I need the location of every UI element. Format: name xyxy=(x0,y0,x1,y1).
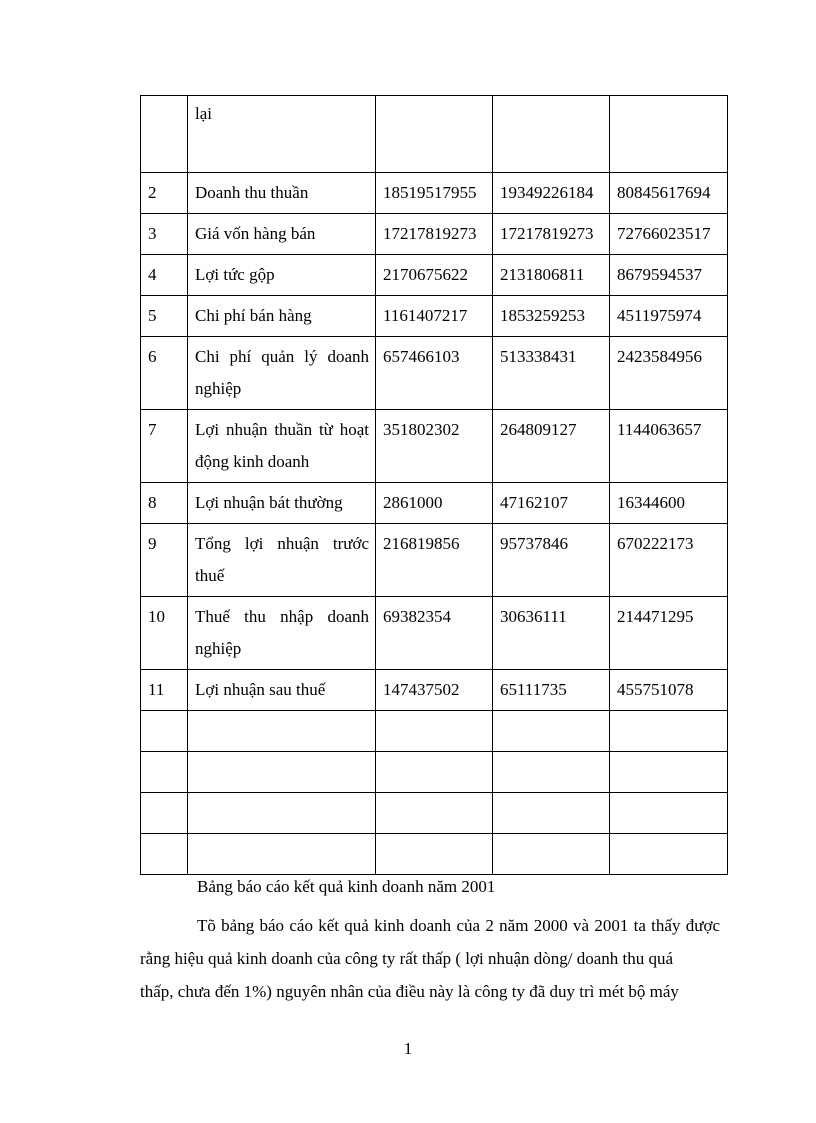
table-row xyxy=(141,296,728,337)
item-cell: lại xyxy=(188,96,376,173)
value-cell: 214471295 xyxy=(610,597,728,670)
table-row xyxy=(141,410,728,483)
value-cell xyxy=(610,96,728,173)
value-cell: 17217819273 xyxy=(376,214,493,255)
empty-cell xyxy=(493,793,610,834)
paragraph-last-line: thấp, chưa đến 1%) nguyên nhân của điều này là công ty đã duy trì mét bộ máy xyxy=(140,982,679,1001)
row-number-cell: 3 xyxy=(141,214,188,255)
item-cell: Lợi nhuận thuần từ hoạt động kinh doanh xyxy=(188,410,376,483)
row-number-cell: 10 xyxy=(141,597,188,670)
value-cell: 8679594537 xyxy=(610,255,728,296)
table-row xyxy=(141,255,728,296)
empty-cell xyxy=(141,834,188,875)
empty-cell xyxy=(493,711,610,752)
empty-cell xyxy=(610,793,728,834)
empty-cell xyxy=(493,834,610,875)
value-cell: 657466103 xyxy=(376,337,493,410)
value-cell: 351802302 xyxy=(376,410,493,483)
value-cell: 95737846 xyxy=(493,524,610,597)
empty-cell xyxy=(188,752,376,793)
value-cell: 2423584956 xyxy=(610,337,728,410)
value-cell: 2170675622 xyxy=(376,255,493,296)
row-number-cell: 5 xyxy=(141,296,188,337)
empty-cell xyxy=(188,834,376,875)
empty-cell xyxy=(188,711,376,752)
row-number-cell: 9 xyxy=(141,524,188,597)
row-number-cell: 7 xyxy=(141,410,188,483)
value-cell: 147437502 xyxy=(376,670,493,711)
empty-row xyxy=(141,793,728,834)
row-number-cell: 2 xyxy=(141,173,188,214)
value-cell xyxy=(376,96,493,173)
value-cell: 4511975974 xyxy=(610,296,728,337)
empty-cell xyxy=(141,752,188,793)
value-cell: 17217819273 xyxy=(493,214,610,255)
item-cell: Chi phí bán hàng xyxy=(188,296,376,337)
body-paragraph xyxy=(140,909,720,1008)
paragraph-text: Tõ bảng báo cáo kết quả kinh doanh của 2 năm 2000 và 2001 ta thấy được rằng hiệu quả kinh doanh của công ty rất thấp ( lợi nhuận dòng/ doanh thu quá xyxy=(140,916,720,968)
value-cell: 47162107 xyxy=(493,483,610,524)
table-row xyxy=(141,96,728,173)
value-cell: 670222173 xyxy=(610,524,728,597)
value-cell: 455751078 xyxy=(610,670,728,711)
value-cell: 65111735 xyxy=(493,670,610,711)
item-cell: Lợi nhuận sau thuế xyxy=(188,670,376,711)
empty-cell xyxy=(376,752,493,793)
value-cell: 1144063657 xyxy=(610,410,728,483)
empty-row xyxy=(141,834,728,875)
value-cell: 2861000 xyxy=(376,483,493,524)
item-cell: Chi phí quản lý doanh nghiệp xyxy=(188,337,376,410)
empty-cell xyxy=(141,711,188,752)
item-cell: Lợi tức gộp xyxy=(188,255,376,296)
value-cell: 264809127 xyxy=(493,410,610,483)
empty-cell xyxy=(376,793,493,834)
item-cell: Doanh thu thuần xyxy=(188,173,376,214)
item-cell: Tổng lợi nhuận trước thuế xyxy=(188,524,376,597)
table-row xyxy=(141,670,728,711)
value-cell: 1853259253 xyxy=(493,296,610,337)
empty-cell xyxy=(610,834,728,875)
page-number: 1 xyxy=(403,1039,413,1058)
table-row xyxy=(141,524,728,597)
row-number-cell: 6 xyxy=(141,337,188,410)
business-results-table xyxy=(140,95,728,875)
row-number-cell xyxy=(141,96,188,173)
row-number-cell: 11 xyxy=(141,670,188,711)
table-caption: Bảng báo cáo kết quả kinh doanh năm 2001 xyxy=(197,877,496,896)
table-row xyxy=(141,173,728,214)
value-cell: 72766023517 xyxy=(610,214,728,255)
item-cell: Giá vốn hàng bán xyxy=(188,214,376,255)
value-cell: 216819856 xyxy=(376,524,493,597)
table-row xyxy=(141,214,728,255)
empty-cell xyxy=(376,834,493,875)
row-number-cell: 8 xyxy=(141,483,188,524)
empty-cell xyxy=(610,752,728,793)
value-cell: 513338431 xyxy=(493,337,610,410)
empty-cell xyxy=(141,793,188,834)
value-cell: 18519517955 xyxy=(376,173,493,214)
table-row xyxy=(141,597,728,670)
value-cell: 80845617694 xyxy=(610,173,728,214)
table-row xyxy=(141,483,728,524)
empty-cell xyxy=(376,711,493,752)
item-cell: Thuế thu nhập doanh nghiệp xyxy=(188,597,376,670)
empty-cell xyxy=(493,752,610,793)
table-row xyxy=(141,337,728,410)
value-cell xyxy=(493,96,610,173)
empty-row xyxy=(141,711,728,752)
empty-cell xyxy=(188,793,376,834)
value-cell: 19349226184 xyxy=(493,173,610,214)
value-cell: 69382354 xyxy=(376,597,493,670)
empty-cell xyxy=(610,711,728,752)
value-cell: 30636111 xyxy=(493,597,610,670)
value-cell: 2131806811 xyxy=(493,255,610,296)
empty-row xyxy=(141,752,728,793)
value-cell: 1161407217 xyxy=(376,296,493,337)
item-cell: Lợi nhuận bát thường xyxy=(188,483,376,524)
value-cell: 16344600 xyxy=(610,483,728,524)
row-number-cell: 4 xyxy=(141,255,188,296)
